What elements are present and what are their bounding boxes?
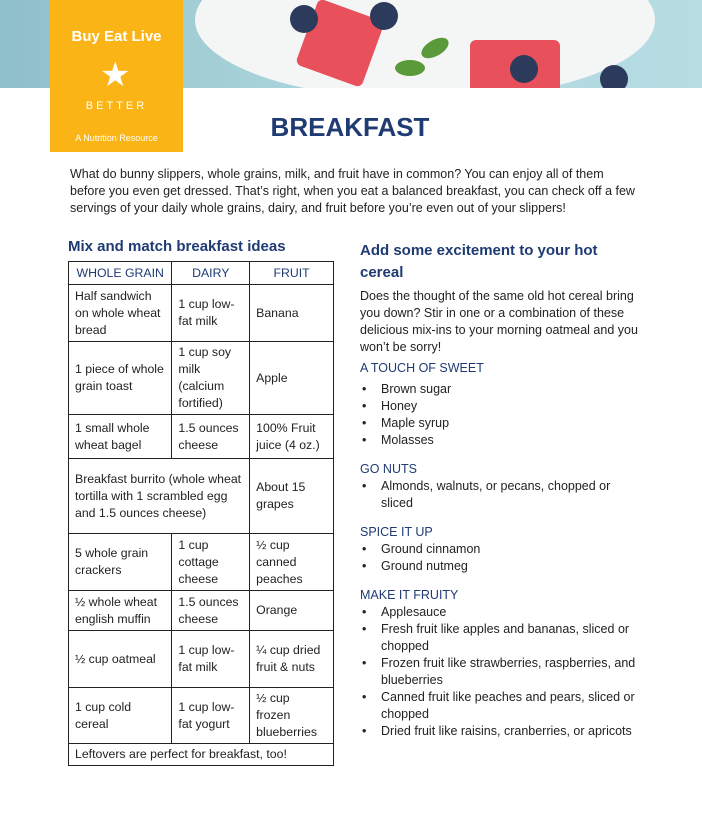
list-item: • Maple syrup bbox=[360, 415, 640, 432]
blueberry-image bbox=[290, 5, 318, 33]
list-item: • Ground cinnamon bbox=[360, 541, 640, 558]
fruit-cell: 100% Fruit juice (4 oz.) bbox=[250, 415, 334, 459]
logo-better: BETTER bbox=[85, 100, 148, 112]
table-heading: Mix and match breakfast ideas bbox=[68, 238, 286, 255]
cereal-heading: Add some excitement to your hot cereal bbox=[360, 242, 598, 281]
mix-in-list bbox=[360, 381, 640, 449]
whole-grain-cell: ½ cup oatmeal bbox=[69, 631, 172, 688]
table-row bbox=[69, 591, 334, 631]
mint-leaf-image bbox=[395, 60, 425, 76]
column-header: DAIRY bbox=[172, 262, 250, 285]
list-item: • Molasses bbox=[360, 432, 640, 449]
mix-in-list bbox=[360, 541, 640, 575]
dairy-cell: 1 cup low-fat yogurt bbox=[172, 688, 250, 744]
column-header: WHOLE GRAIN bbox=[69, 262, 172, 285]
table-footer-note: Leftovers are perfect for breakfast, too! bbox=[69, 744, 334, 766]
list-item: • Canned fruit like peaches and pears, sliced or chopped bbox=[360, 689, 640, 723]
logo-tagline: A Nutrition Resource bbox=[75, 133, 158, 143]
table-row bbox=[69, 285, 334, 342]
blueberry-image bbox=[370, 2, 398, 30]
fruit-cell: ½ cup frozen blueberries bbox=[250, 688, 334, 744]
list-item: • Dried fruit like raisins, cranberries, or apricots bbox=[360, 723, 640, 740]
fruit-cell: ¼ cup dried fruit & nuts bbox=[250, 631, 334, 688]
list-item: • Frozen fruit like strawberries, raspberries, and blueberries bbox=[360, 655, 640, 689]
dairy-cell: 1 cup soy milk (calcium fortified) bbox=[172, 342, 250, 415]
mix-in-category-title: A TOUCH OF SWEET bbox=[360, 361, 484, 375]
table-row bbox=[69, 415, 334, 459]
people-figure-icon: ★ bbox=[100, 56, 131, 94]
whole-grain-cell: ½ whole wheat english muffin bbox=[69, 591, 172, 631]
buy-eat-live-better-logo bbox=[50, 0, 183, 152]
list-item: • Fresh fruit like apples and bananas, sliced or chopped bbox=[360, 621, 640, 655]
table-footer-row bbox=[69, 744, 334, 766]
list-item: • Almonds, walnuts, or pecans, chopped or sliced bbox=[360, 478, 640, 512]
hot-cereal-section bbox=[360, 240, 640, 752]
breakfast-ideas-section bbox=[68, 238, 334, 766]
mix-in-category-title: GO NUTS bbox=[360, 462, 417, 476]
fruit-cell: Apple bbox=[250, 342, 334, 415]
table-row bbox=[69, 459, 334, 534]
mix-in-category-title: MAKE IT FRUITY bbox=[360, 588, 459, 602]
blueberry-image bbox=[600, 65, 628, 88]
dairy-cell: 1.5 ounces cheese bbox=[172, 591, 250, 631]
fruit-cell: Banana bbox=[250, 285, 334, 342]
table-row bbox=[69, 631, 334, 688]
mix-in-category-title: SPICE IT UP bbox=[360, 525, 433, 539]
whole-grain-cell: 1 small whole wheat bagel bbox=[69, 415, 172, 459]
dairy-cell: 1 cup low-fat milk bbox=[172, 285, 250, 342]
table-row bbox=[69, 342, 334, 415]
blueberry-image bbox=[510, 55, 538, 83]
list-item: • Brown sugar bbox=[360, 381, 640, 398]
page-title: BREAKFAST bbox=[270, 112, 430, 142]
whole-grain-cell: 1 piece of whole grain toast bbox=[69, 342, 172, 415]
whole-grain-cell: 1 cup cold cereal bbox=[69, 688, 172, 744]
fruit-cell: ½ cup canned peaches bbox=[250, 534, 334, 591]
whole-grain-cell: Half sandwich on whole wheat bread bbox=[69, 285, 172, 342]
table-row bbox=[69, 534, 334, 591]
dairy-cell: 1.5 ounces cheese bbox=[172, 415, 250, 459]
whole-grain-cell: Breakfast burrito (whole wheat tortilla with 1 scrambled egg and 1.5 ounces cheese) bbox=[69, 459, 250, 534]
mix-in-list bbox=[360, 478, 640, 512]
dairy-cell: 1 cup cottage cheese bbox=[172, 534, 250, 591]
mix-in-list bbox=[360, 604, 640, 740]
whole-grain-cell: 5 whole grain crackers bbox=[69, 534, 172, 591]
fruit-cell: Orange bbox=[250, 591, 334, 631]
cereal-intro: Does the thought of the same old hot cereal bring you down? Stir in one or a combination of these delicious mix-ins to your morning oatmeal and you won’t be sorry! bbox=[360, 289, 638, 354]
list-item: • Applesauce bbox=[360, 604, 640, 621]
fruit-cell: About 15 grapes bbox=[250, 459, 334, 534]
intro-paragraph: What do bunny slippers, whole grains, milk, and fruit have in common? You can enjoy all of them before you even get dressed. That’s right, when you eat a balanced breakfast, you can check off a few servings of your daily whole grains, dairy, and fruit before you’re even out of your slippers! bbox=[70, 167, 635, 215]
list-item: • Ground nutmeg bbox=[360, 558, 640, 575]
breakfast-ideas-table bbox=[68, 261, 334, 766]
column-header: FRUIT bbox=[250, 262, 334, 285]
list-item: • Honey bbox=[360, 398, 640, 415]
logo-words: Buy Eat Live bbox=[71, 28, 162, 45]
dairy-cell: 1 cup low-fat milk bbox=[172, 631, 250, 688]
table-row bbox=[69, 688, 334, 744]
